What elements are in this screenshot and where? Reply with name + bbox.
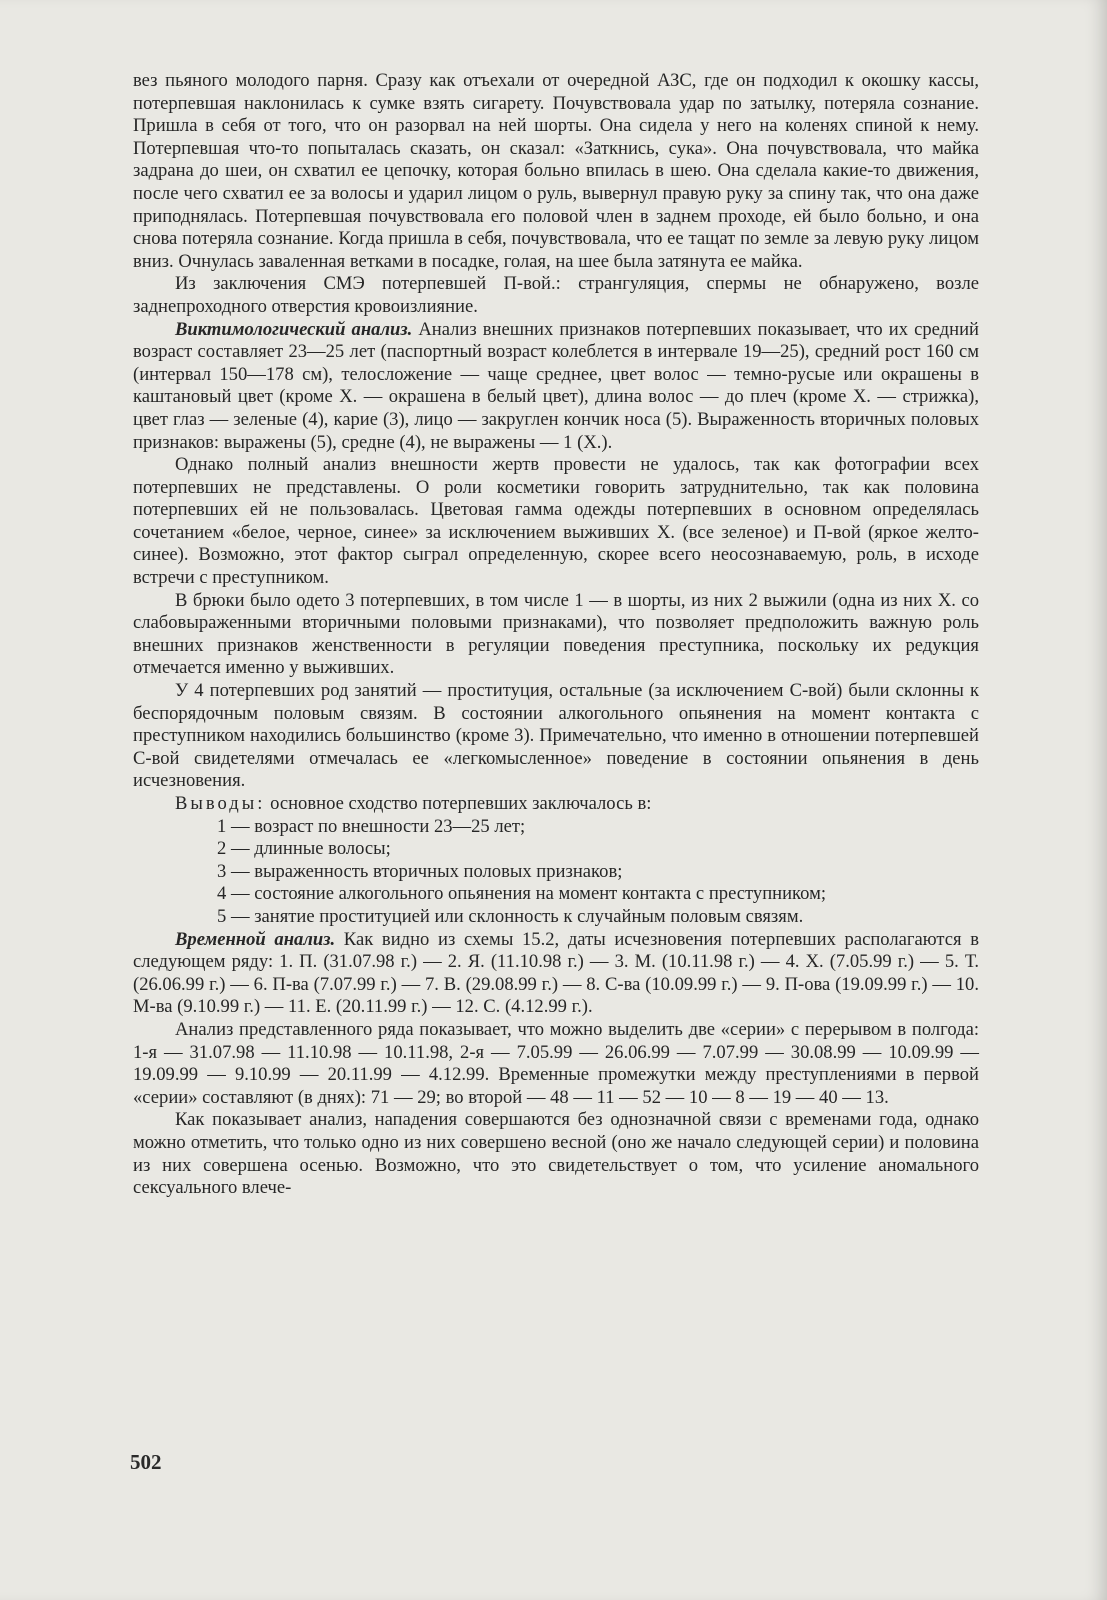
paragraph-series: Анализ представленного ряда показывает, что можно выделить две «серии» с перерывом в полгода: 1-я — 31.07.98 — 11.10.98 — 10.11.98, 2-я — 7.05.99 — 26.06.99 — 7.07.99 — 30.08.99 — 10.09.99 — 19.09.99 — 9.10.99 — 20.11.99 — 4.12.99. Временные промежутки между преступлениями в первой «серии» составляют (в днях): 71 — 29; во второй — 48 — 11 — 52 — 10 — 8 — 19 — 40 — 13. (133, 1018, 979, 1108)
list-item: 3 — выраженность вторичных половых признаков; (217, 860, 623, 882)
paragraph-temporal-text: Как видно из схемы 15.2, даты исчезновения потерпевших располагаются в следующем ряду: 1. П. (31.07.98 г.) — 2. Я. (11.10.98 г.) — 3. М. (10.11.98 г.) — 4. X. (7.05.99 г.) — 5. Т. (26.06.99 г.) — 6. П-ва (7.07.99 г.) — 7. В. (29.08.99 г.) — 8. С-ва (10.09.99 г.) — 9. П-ова (19.09.99 г.) — 10. М-ва (9.10.99 г.) — 11. Е. (20.11.99 г.) — 12. С. (4.12.99 г.). (133, 928, 979, 1018)
list-item: 2 — длинные волосы; (217, 838, 391, 860)
paragraph-4: Однако полный анализ внешности жертв провести не удалось, так как фотографии всех потерпевших не представлены. О роли косметики говорить затруднительно, так как половина потерпевших ей не пользовалась. Цветовая гамма одежды потерпевших в основном определялась сочетанием «белое, черное, синее» за исключением выживших X. (все зеленое) и П-вой (яркое желто-синее). Возможно, этот фактор сыграл определенную, скорее всего неосознаваемую, роль, в исходе встречи с преступником. (133, 454, 979, 589)
list-item: 5 — занятие проституцией или склонность к случайным половым связям. (217, 905, 804, 927)
paragraph-1: вез пьяного молодого парня. Сразу как отъехали от очередной АЗС, где он подходил к окошку кассы, потерпевшая наклонилась к сумке взять сигарету. Почувствовала удар по затылку, потеряла сознание. Пришла в себя от того, что он разорвал на ней шорты. Она сидела у него на коленях спиной к нему. Потерпевшая что-то попыталась сказать, он сказал: «Заткнись, сука». Она почувствовала, что майка задрана до шеи, он схватил ее цепочку, которая больно впилась в шею. Она сделала какие-то движения, после чего схватил ее за волосы и ударил лицом о руль, вывернул правую руку за спину так, что она даже приподнялась. Потерпевшая почувствовала его половой член в заднем проходе, ей было больно, и она снова потеряла сознание. Когда пришла в себя, почувствовала, что ее тащат по земле за левую руку лицом вниз. Очнулась заваленная ветками в посадке, голая, на шее была затянута ее майка. (133, 70, 979, 272)
paragraph-temporal (133, 929, 979, 1019)
list-item: 1 — возраст по внешности 23—25 лет; (217, 815, 526, 837)
paragraph-6: У 4 потерпевших род занятий — проституция, остальные (за исключением С-вой) были склонны к беспорядочным половым связям. В состоянии алкогольного опьянения на момент контакта с преступником находились большинство (кроме 3). Примечательно, что именно в отношении потерпевшей С-вой свидетелями отмечалась ее «легкомысленное» поведение в состоянии опьянения в день исчезновения. (133, 680, 979, 792)
conclusions-label: Выводы: (175, 793, 266, 814)
paragraph-2: Из заключения СМЭ потерпевшей П-вой.: странгуляция, спермы не обнаружено, возле заднепроходного отверстия кровоизлияние. (133, 273, 979, 317)
paragraph-victimology (133, 319, 979, 455)
section-lead-temporal: Временной анализ. (175, 928, 336, 950)
conclusions-intro (133, 793, 979, 816)
conclusions-intro-text: основное сходство потерпевших заключалось в: (265, 793, 652, 814)
paragraph-5: В брюки было одето 3 потерпевших, в том числе 1 — в шорты, из них 2 выжили (одна из них X. со слабовыраженными вторичными половыми признаками), что позволяет предположить важную роль внешних признаков женственности в регуляции поведения преступника, поскольку их редукция отмечается именно у выживших. (133, 589, 979, 679)
paragraph-seasons: Как показывает анализ, нападения совершаются без однозначной связи с временами года, однако можно отметить, что только одно из них совершено весной (оно же начало следующей серии) и половина из них совершена осенью. Возможно, что это свидетельствует о том, что усиление аномального сексуального влече- (133, 1109, 979, 1199)
list-item: 4 — состояние алкогольного опьянения на момент контакта с преступником; (217, 883, 827, 905)
page-number: 502 (130, 1450, 162, 1474)
paragraph-victimology-text: Анализ внешних признаков потерпевших показывает, что их средний возраст составляет 23—25 лет (паспортный возраст колеблется в интервале 19—25), средний рост 160 см (интервал 150—178 см), телосложение — чаще среднее, цвет волос — темно-русые или окрашены в каштановый цвет (кроме X. — окрашена в белый цвет), длина волос — до плеч (кроме X. — стрижка), цвет глаз — зеленые (4), карие (3), лицо — закруглен кончик носа (5). Выраженность вторичных половых признаков: выражены (5), средне (4), не выражены — 1 (X.). (133, 318, 979, 453)
body-text (133, 70, 979, 1200)
section-lead-victimology: Виктимологический анализ. (175, 318, 413, 340)
